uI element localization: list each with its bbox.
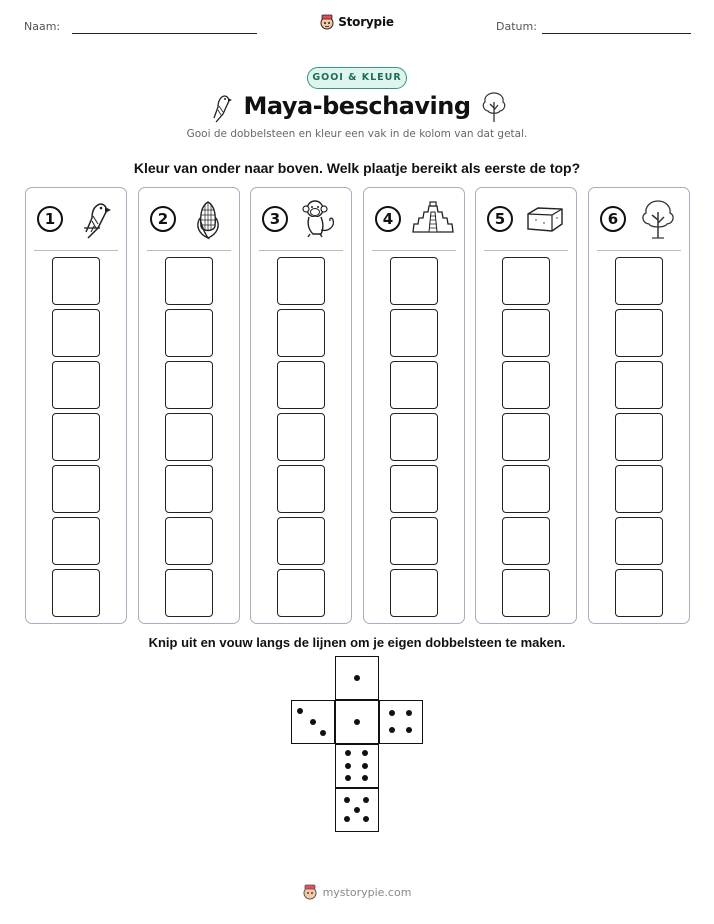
die-pip xyxy=(344,797,350,803)
die-face-5 xyxy=(335,788,379,832)
monkey-icon xyxy=(299,198,341,240)
die-pip xyxy=(345,763,351,769)
column-divider xyxy=(34,250,118,251)
color-box[interactable] xyxy=(52,257,100,305)
name-label: Naam: xyxy=(24,20,61,33)
color-box[interactable] xyxy=(165,569,213,617)
color-box[interactable] xyxy=(52,517,100,565)
activity-tag: GOOI & KLEUR xyxy=(307,67,407,89)
color-box[interactable] xyxy=(277,257,325,305)
die-pip xyxy=(363,816,369,822)
color-box[interactable] xyxy=(277,517,325,565)
column-header xyxy=(476,188,576,250)
color-box[interactable] xyxy=(502,413,550,461)
column-number: 1 xyxy=(37,206,63,232)
color-box[interactable] xyxy=(615,361,663,409)
color-box[interactable] xyxy=(165,465,213,513)
tree-icon xyxy=(480,90,508,124)
die-face-4 xyxy=(379,700,423,744)
color-box[interactable] xyxy=(52,465,100,513)
corn-icon xyxy=(187,198,229,240)
color-box[interactable] xyxy=(52,309,100,357)
die-pip xyxy=(310,719,316,725)
instruction: Kleur van onder naar boven. Welk plaatje bereikt als eerste de top? xyxy=(133,160,581,176)
column-divider xyxy=(259,250,343,251)
color-box[interactable] xyxy=(615,517,663,565)
column-6 xyxy=(588,187,690,624)
color-box[interactable] xyxy=(390,361,438,409)
color-box[interactable] xyxy=(277,361,325,409)
color-box[interactable] xyxy=(390,517,438,565)
color-box[interactable] xyxy=(52,361,100,409)
color-box[interactable] xyxy=(390,413,438,461)
die-pip xyxy=(362,763,368,769)
color-box[interactable] xyxy=(502,257,550,305)
color-box[interactable] xyxy=(165,413,213,461)
color-box[interactable] xyxy=(165,361,213,409)
die-pip xyxy=(297,708,303,714)
die-pip xyxy=(406,727,412,733)
column-3 xyxy=(250,187,352,624)
footer xyxy=(0,884,714,900)
color-box[interactable] xyxy=(390,569,438,617)
die-pip xyxy=(389,727,395,733)
color-box[interactable] xyxy=(502,569,550,617)
column-header xyxy=(251,188,351,250)
color-box[interactable] xyxy=(390,257,438,305)
color-box[interactable] xyxy=(502,517,550,565)
color-box[interactable] xyxy=(52,569,100,617)
color-box[interactable] xyxy=(165,257,213,305)
color-box[interactable] xyxy=(615,309,663,357)
die-face-1 xyxy=(335,700,379,744)
color-box[interactable] xyxy=(502,361,550,409)
column-1 xyxy=(25,187,127,624)
color-box[interactable] xyxy=(52,413,100,461)
color-box[interactable] xyxy=(165,309,213,357)
die-pip xyxy=(354,719,360,725)
die-pip xyxy=(345,750,351,756)
storypie-mascot-icon xyxy=(320,14,334,30)
die-pip xyxy=(354,807,360,813)
die-pip xyxy=(320,730,326,736)
column-divider xyxy=(147,250,231,251)
column-2 xyxy=(138,187,240,624)
color-box[interactable] xyxy=(277,309,325,357)
column-number: 2 xyxy=(150,206,176,232)
storypie-mascot-icon xyxy=(303,884,317,900)
column-number: 4 xyxy=(375,206,401,232)
color-box[interactable] xyxy=(165,517,213,565)
die-pip xyxy=(345,775,351,781)
die-pip xyxy=(362,750,368,756)
column-number: 3 xyxy=(262,206,288,232)
die-face-1 xyxy=(335,656,379,700)
die-pip xyxy=(406,710,412,716)
column-header xyxy=(589,188,689,250)
die-face-6 xyxy=(335,744,379,788)
die-pip xyxy=(344,816,350,822)
column-header xyxy=(364,188,464,250)
column-divider xyxy=(597,250,681,251)
brand-name: Storypie xyxy=(338,15,394,29)
column-header xyxy=(139,188,239,250)
color-box[interactable] xyxy=(390,465,438,513)
column-4 xyxy=(363,187,465,624)
color-box[interactable] xyxy=(615,465,663,513)
column-divider xyxy=(372,250,456,251)
die-pip xyxy=(362,775,368,781)
tree-icon xyxy=(637,198,679,240)
subtitle: Gooi de dobbelsteen en kleur een vak in de kolom van dat getal. xyxy=(186,128,528,140)
color-box[interactable] xyxy=(615,257,663,305)
color-box[interactable] xyxy=(277,465,325,513)
die-pip xyxy=(363,797,369,803)
column-number: 6 xyxy=(600,206,626,232)
column-5 xyxy=(475,187,577,624)
brand-logo xyxy=(0,14,714,30)
die-pip xyxy=(354,675,360,681)
die-face-3 xyxy=(291,700,335,744)
color-box[interactable] xyxy=(502,465,550,513)
date-label: Datum: xyxy=(496,20,537,33)
footer-url: mystorypie.com xyxy=(322,885,412,899)
die-instruction: Knip uit en vouw langs de lijnen om je eigen dobbelsteen te maken. xyxy=(148,635,566,650)
pyramid-icon xyxy=(412,198,454,240)
parrot-icon xyxy=(74,198,116,240)
color-box[interactable] xyxy=(277,569,325,617)
column-divider xyxy=(484,250,568,251)
date-line xyxy=(542,33,691,34)
stone-block-icon xyxy=(524,198,566,240)
color-box[interactable] xyxy=(390,309,438,357)
column-header xyxy=(26,188,126,250)
column-number: 5 xyxy=(487,206,513,232)
name-line xyxy=(72,33,257,34)
color-box[interactable] xyxy=(615,413,663,461)
color-box[interactable] xyxy=(502,309,550,357)
color-box[interactable] xyxy=(615,569,663,617)
die-pip xyxy=(389,710,395,716)
color-box[interactable] xyxy=(277,413,325,461)
page-title: Maya-beschaving xyxy=(243,92,471,120)
